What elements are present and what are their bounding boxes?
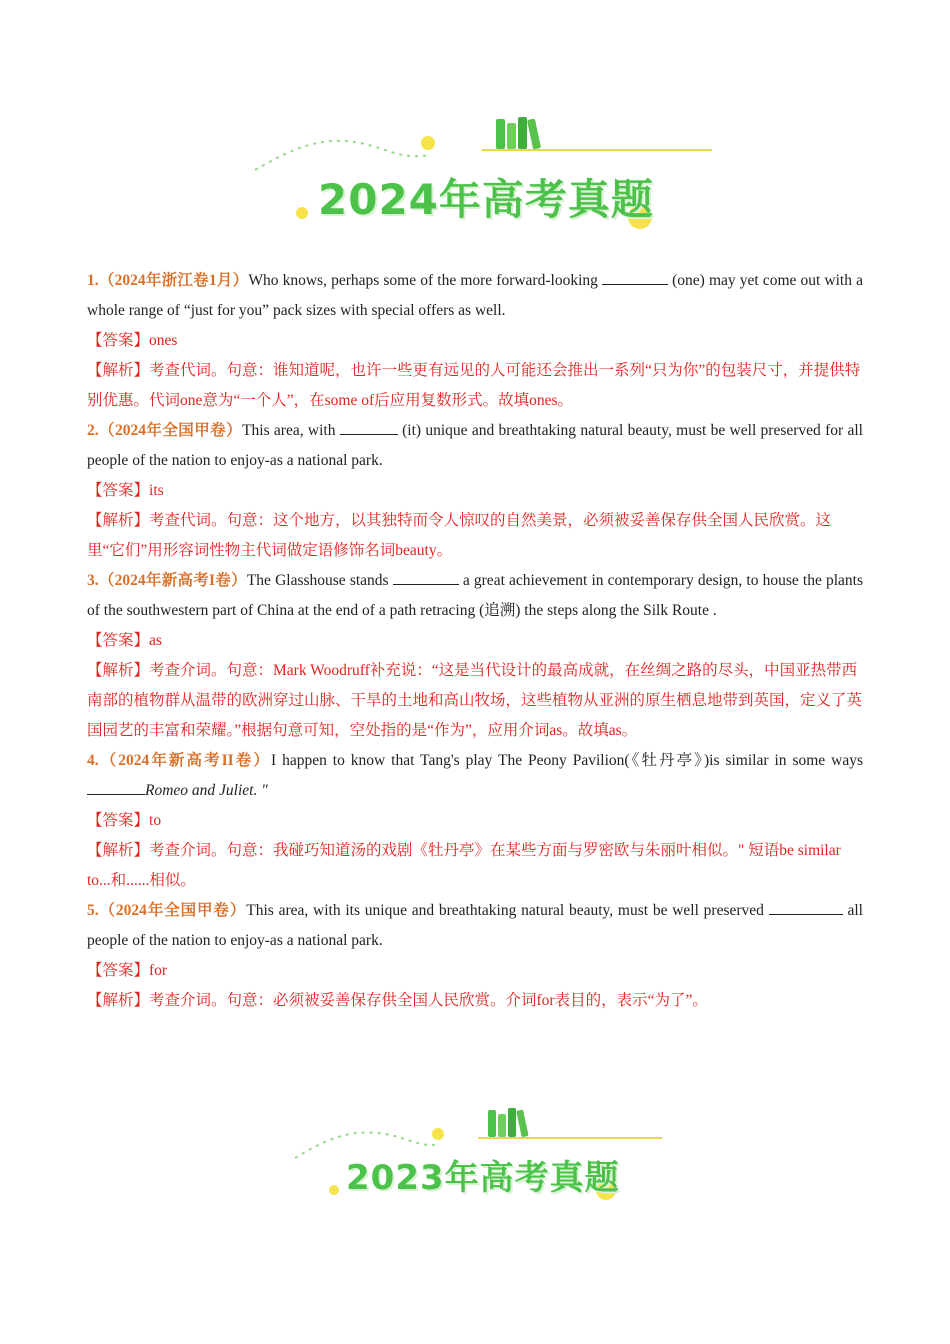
explanation-label: 【解析】: [87, 662, 150, 679]
banner-title: 2023年高考真题: [346, 1158, 620, 1198]
answer-label: 【答案】: [87, 632, 150, 649]
question-text: a great achievement in contemporary design, to house the plants of the southwestern part of China at the end of a path retracing (追溯) the steps along the Silk Route .: [87, 572, 863, 619]
question-source: （2024年浙江卷1月）: [98, 272, 249, 289]
question-number: 1.: [87, 272, 99, 289]
answer-line: [87, 326, 863, 356]
answer-value: ones: [149, 332, 178, 349]
question-5: [87, 896, 863, 956]
explanation-text: 考查代词。句意：这个地方，以其独特而令人惊叹的自然美景，必须被妥善保存供全国人民欣赏。这里“它们”用形容词性物主代词做定语修饰名词beauty。: [87, 512, 832, 559]
explanation: [87, 986, 863, 1016]
section-banner-2023: [290, 1100, 670, 1210]
question-text: Who knows, perhaps some of the more forward-looking: [248, 272, 602, 289]
question-number: 3.: [87, 572, 99, 589]
question-source: （2024年全国甲卷）: [98, 902, 247, 919]
explanation-label: 【解析】: [87, 512, 150, 529]
question-2: [87, 416, 863, 476]
answer-line: [87, 956, 863, 986]
question-text: The Glasshouse stands: [246, 572, 393, 589]
question-source: （2024年新高考I卷）: [98, 572, 247, 589]
question-number: 4.: [87, 752, 99, 769]
answer-value: for: [149, 962, 168, 979]
question-text: (it) unique and breathtaking natural beauty, must be well preserved for all people of the nation to enjoy-as a national park.: [87, 422, 863, 469]
answer-blank: [602, 268, 668, 285]
explanation-text: 考查介词。句意：我碰巧知道汤的戏剧《牡丹亭》在某些方面与罗密欧与朱丽叶相似。" 短语be similar to...和......相似。: [87, 842, 841, 889]
explanation-label: 【解析】: [87, 362, 150, 379]
question-number: 5.: [87, 902, 99, 919]
answer-value: as: [149, 632, 162, 649]
questions-list: [87, 266, 863, 1016]
answer-label: 【答案】: [87, 332, 150, 349]
question-text: I happen to know that Tang's play The Peony Pavilion(《牡丹亭》)is similar in some ways: [270, 752, 863, 769]
question-text: all people of the nation to enjoy-as a national park.: [87, 902, 863, 949]
answer-line: [87, 626, 863, 656]
answer-blank: [87, 778, 145, 795]
question-source: （2024年全国甲卷）: [98, 422, 243, 439]
answer-label: 【答案】: [87, 482, 150, 499]
answer-line: [87, 476, 863, 506]
question-4: [87, 746, 863, 806]
explanation-label: 【解析】: [87, 992, 150, 1009]
question-text: This area, with: [242, 422, 340, 439]
explanation: [87, 836, 863, 896]
answer-value: to: [149, 812, 162, 829]
explanation: [87, 506, 863, 566]
answer-value: its: [149, 482, 164, 499]
explanation-label: 【解析】: [87, 842, 150, 859]
answer-line: [87, 806, 863, 836]
answer-label: 【答案】: [87, 812, 150, 829]
explanation: [87, 656, 863, 746]
answer-blank: [340, 418, 398, 435]
explanation-text: 考查代词。句意：谁知道呢，也许一些更有远见的人可能还会推出一系列“只为你”的包装尺寸，并提供特别优惠。代词one意为“一个人”，在some of后应用复数形式。故填ones。: [87, 362, 861, 409]
answer-blank: [769, 898, 843, 915]
explanation-text: 考查介词。句意：Mark Woodruff补充说：“这是当代设计的最高成就，在丝绸之路的尽头，中国亚热带西南部的植物群从温带的欧洲穿过山脉、干旱的土地和高山牧场，这些植物从亚洲的原生栖息地带到英国，定义了英国园艺的丰富和荣耀。”根据句意可知，空处指的是“作为”，应用介词as。故填as。: [87, 662, 863, 739]
question-source: （2024年新高考II卷）: [98, 752, 271, 769]
answer-label: 【答案】: [87, 962, 150, 979]
question-text: This area, with its unique and breathtaking natural beauty, must be well preserved: [246, 902, 769, 919]
banner-title: 2024年高考真题: [318, 175, 654, 224]
section-banner-2024: [250, 105, 720, 235]
question-3: [87, 566, 863, 626]
question-text-italic: Romeo and Juliet. ": [145, 782, 268, 799]
question-1: [87, 266, 863, 326]
question-number: 2.: [87, 422, 99, 439]
question-text: (one) may yet come out with a whole range of “just for you” pack sizes with special offers as well.: [87, 272, 863, 319]
explanation-text: 考查介词。句意：必须被妥善保存供全国人民欣赏。介词for表目的，表示“为了”。: [149, 992, 708, 1009]
answer-blank: [393, 568, 459, 585]
explanation: [87, 356, 863, 416]
